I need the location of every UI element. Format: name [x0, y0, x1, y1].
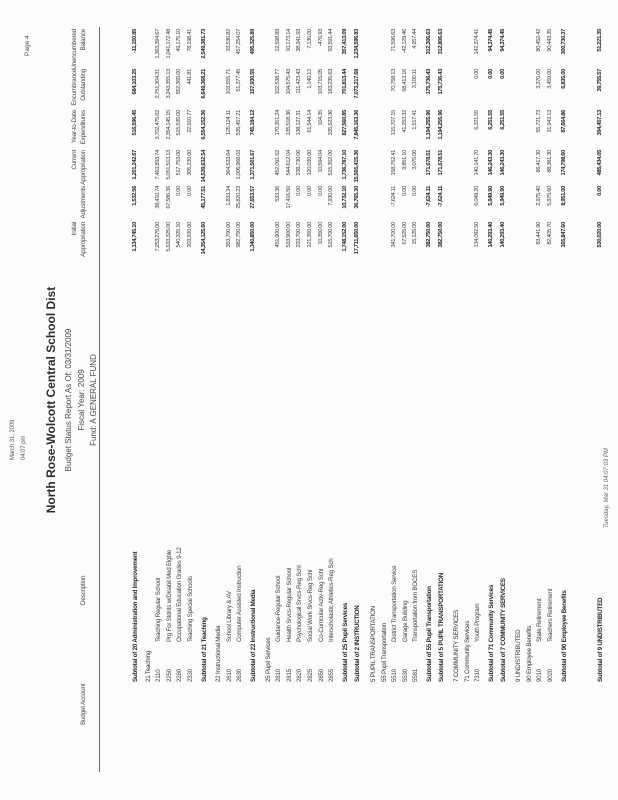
- section-label: 9 UNDISTRIBUTED: [515, 629, 523, 682]
- subtotal-label: Subtotal of 20 Administration and Improvement: [132, 551, 139, 682]
- section-label: 21 Teaching: [144, 650, 152, 682]
- subtotal-label: Subtotal of 71 Community Services: [488, 584, 495, 682]
- amount-cell: 357,413.09: [341, 29, 348, 55]
- budget-account-code: 2825: [307, 669, 314, 682]
- amount-cell: 3,702,475.62: [155, 110, 162, 140]
- amount-cell: 158,752.41: [391, 150, 398, 176]
- amount-cell: 3,459.00: [547, 69, 553, 89]
- amount-cell: 93,591.44: [328, 29, 335, 52]
- amount-cell: 61,544.14: [307, 110, 313, 133]
- amount-cell: 70,758.13: [391, 69, 398, 92]
- table-row: [438, 0, 447, 800]
- amount-cell: 78,198.41: [187, 29, 193, 52]
- table-row: [561, 0, 570, 800]
- amount-cell: 36,765.30: [354, 186, 361, 209]
- amount-cell: 67,586.36: [165, 186, 172, 209]
- budget-account-code: 9020: [547, 669, 554, 682]
- amount-cell: -7,624.11: [426, 186, 432, 208]
- account-description: School Library & AV: [225, 591, 233, 642]
- account-description: Teaching Special Schools: [187, 576, 194, 642]
- table-row: [536, 0, 545, 800]
- column-header-encumbrance-outstanding: Encumbrance: [71, 69, 78, 106]
- table-row: [426, 0, 435, 800]
- amount-cell: 0.00: [499, 69, 506, 79]
- column-header-initial-appropriation: Appropriation: [80, 222, 87, 257]
- amount-cell: 1,371,501.67: [250, 150, 256, 180]
- subtotal-label: Subtotal of 25 Pupil Services: [341, 602, 349, 682]
- budget-account-code: 7310: [474, 669, 482, 682]
- amount-cell: 51,221.35: [597, 29, 604, 52]
- table-row: [328, 0, 337, 800]
- amount-cell: -476.93: [317, 29, 324, 47]
- amount-cell: 157,930.55: [250, 69, 256, 95]
- amount-cell: 146,243.30: [488, 150, 494, 176]
- subtotal-label: Subtotal of 2 INSTRUCTION: [354, 605, 362, 682]
- amount-cell: 6,321.55: [474, 110, 481, 130]
- amount-cell: 55,721.73: [536, 110, 543, 133]
- amount-cell: 0.00: [412, 186, 419, 196]
- column-header-year-to-date-expenditures: Expenditures: [80, 110, 87, 145]
- amount-cell: 1,041,172.48: [165, 29, 172, 59]
- budget-account-code: 2280: [176, 669, 184, 682]
- amount-cell: 6,835.00: [560, 69, 567, 89]
- amount-cell: 103,715.05: [317, 69, 324, 95]
- amount-cell: 41,253.32: [401, 110, 408, 133]
- budget-account-code: 2815: [285, 669, 293, 682]
- column-header-budget-account: Budget Account: [80, 683, 87, 725]
- amount-cell: 17,711,650.00: [354, 222, 361, 255]
- amount-cell: 394,457.13: [597, 110, 604, 136]
- table-row: [215, 0, 224, 800]
- amount-cell: 452,091.62: [275, 150, 282, 176]
- amount-cell: 1,748,152.00: [341, 222, 348, 252]
- amount-cell: 25,820.23: [236, 186, 243, 209]
- budget-account-code: 2820: [296, 669, 304, 682]
- amount-cell: 382,750.00: [426, 222, 432, 248]
- amount-cell: 111,423.43: [296, 69, 303, 94]
- amount-cell: 27,653.57: [250, 186, 256, 209]
- table-row: [547, 0, 556, 800]
- amount-cell: 982,750.00: [236, 222, 243, 248]
- table-row: [488, 0, 497, 800]
- table-row: [318, 0, 327, 800]
- amount-cell: -11,150.85: [132, 29, 138, 53]
- amount-cell: -7,624.11: [437, 186, 444, 208]
- amount-cell: 0.00: [488, 69, 494, 79]
- table-row: [526, 0, 535, 800]
- amount-cell: 49,175.10: [176, 29, 183, 52]
- fiscal-year-line: Fiscal Year: 2009: [77, 369, 86, 431]
- amount-cell: 1,736,787.10: [341, 150, 348, 180]
- amount-cell: 1,201,242.67: [132, 150, 138, 180]
- amount-cell: 134,092.50: [474, 222, 481, 248]
- table-row: [275, 0, 284, 800]
- amount-cell: 535,457.21: [236, 110, 243, 136]
- table-row: [307, 0, 316, 800]
- amount-cell: 552,365.00: [176, 69, 183, 95]
- amount-cell: 7,136.00: [307, 29, 313, 49]
- section-label: 5 PUPIL TRANSPORTATION: [370, 605, 377, 682]
- subtotal-label: Subtotal of 21 Teaching: [200, 617, 208, 682]
- section-label: 22 Instructional Media: [215, 625, 223, 682]
- amount-cell: 0.00: [401, 186, 408, 196]
- amount-cell: -7,624.11: [391, 186, 398, 207]
- table-row: [500, 0, 509, 800]
- amount-cell: 5,949.90: [499, 186, 506, 206]
- budget-account-code: 2610: [225, 669, 233, 682]
- amount-cell: 140,293.40: [499, 222, 506, 248]
- account-description: Prg For Stdnts w/Disabil Med Elgble: [165, 549, 173, 642]
- budget-account-code: 5581: [412, 669, 420, 682]
- amount-cell: 115,707.15: [391, 110, 398, 136]
- amount-cell: 7,845,163.36: [354, 110, 361, 140]
- account-description: Teaching Regular School: [155, 577, 163, 642]
- account-description: State Retirement: [536, 598, 544, 642]
- amount-cell: 530,020.00: [597, 222, 604, 248]
- amount-cell: 71,596.63: [391, 29, 398, 52]
- table-row: [464, 0, 473, 800]
- column-header-description: Description: [80, 575, 87, 605]
- column-header-year-to-date-expenditures: Year-to-Date: [71, 110, 78, 144]
- section-label: 55 Pupil Transportation: [380, 622, 388, 682]
- amount-cell: 1,140.12: [307, 69, 313, 89]
- amount-cell: 0.00: [187, 186, 193, 196]
- amount-cell: 7,253,275.00: [155, 222, 162, 252]
- column-header-current-appropriation: Appropriation: [80, 150, 87, 185]
- amount-cell: 1,340,850.00: [250, 222, 256, 252]
- amount-cell: 10,350.00: [317, 222, 324, 245]
- budget-account-code: 2250: [165, 669, 173, 682]
- amount-cell: 86,417.30: [536, 150, 543, 173]
- amount-cell: 174,798.60: [560, 150, 567, 176]
- amount-cell: 9,851.10: [401, 150, 408, 170]
- amount-cell: 1,833.34: [225, 186, 232, 206]
- amount-cell: 68,413.16: [401, 69, 408, 92]
- table-row: [474, 0, 483, 800]
- account-description: Social Work Srvcs-Reg Schl: [307, 569, 314, 642]
- account-description: District Transportation Service: [391, 565, 399, 642]
- subtotal-label: Subtotal of 9 UNDISTRIBUTED: [597, 597, 605, 682]
- amount-cell: 8,951.00: [560, 186, 567, 206]
- budget-account-code: 2110: [155, 669, 163, 682]
- budget-account-code: 2810: [275, 669, 283, 682]
- amount-cell: 10,173.14: [285, 29, 292, 52]
- amount-cell: 6,554,152.36: [200, 110, 207, 140]
- amount-cell: 3,075.00: [412, 150, 419, 170]
- amount-cell: 12,598.89: [275, 29, 282, 52]
- account-description: Transportation from BOCES: [412, 569, 420, 642]
- budget-account-code: 9010: [536, 669, 544, 682]
- amount-cell: 121,350.00: [307, 222, 313, 248]
- amount-cell: 353,700.00: [225, 222, 232, 248]
- amount-cell: 544,612.04: [285, 150, 292, 176]
- amount-cell: 0.00: [597, 186, 604, 196]
- amount-cell: 515,535.00: [176, 110, 183, 136]
- table-row: [597, 0, 606, 800]
- section-label: 71 Community Services: [463, 620, 471, 682]
- amount-cell: 312,306.63: [426, 29, 432, 55]
- budget-account-code: 2630: [236, 669, 244, 682]
- amount-cell: 745,184.12: [250, 110, 256, 136]
- amount-cell: 39,755.57: [597, 69, 604, 92]
- amount-cell: 1,194,255.96: [437, 110, 444, 140]
- amount-cell: 233,700.00: [296, 222, 303, 248]
- amount-cell: 7,073,217.68: [354, 69, 361, 99]
- amount-cell: 10,732.10: [341, 186, 348, 209]
- amount-cell: 38,410.74: [155, 186, 162, 209]
- table-row: [515, 0, 524, 800]
- district-title: North Rose-Wolcott Central School Dist: [44, 286, 58, 514]
- table-row: [201, 0, 210, 800]
- amount-cell: 125,124.11: [225, 110, 232, 136]
- amount-cell: 2,549,381.73: [200, 29, 207, 59]
- amount-cell: 135,518.36: [285, 110, 292, 136]
- amount-cell: 1,532.56: [132, 186, 138, 206]
- account-description: Guidance-Regular School: [275, 575, 283, 642]
- amount-cell: 3,376.00: [536, 69, 543, 89]
- amount-cell: 364,533.64: [225, 150, 232, 176]
- amount-cell: 88,381.30: [547, 150, 553, 173]
- amount-cell: 701,813.44: [341, 69, 348, 95]
- table-row: [342, 0, 351, 800]
- amount-cell: 102,538.77: [275, 69, 282, 95]
- table-row: [132, 0, 141, 800]
- amount-cell: 104.35: [317, 110, 324, 126]
- report-name-line: Budget Status Report As Of: 03/31/2009: [64, 328, 73, 472]
- amount-cell: 171,678.51: [426, 150, 432, 176]
- amount-cell: 183,235.63: [328, 69, 335, 95]
- table-row: [145, 0, 154, 800]
- amount-cell: 1,134,745.10: [132, 222, 138, 252]
- amount-cell: 67,525.00: [401, 222, 408, 245]
- table-row: [453, 0, 462, 800]
- print-time-stamp: 04:07 pm: [21, 435, 27, 460]
- amount-cell: 305,230.00: [187, 150, 193, 176]
- amount-cell: -42,129.46: [401, 29, 408, 54]
- table-row: [166, 0, 175, 800]
- amount-cell: 6,251.55: [488, 110, 494, 130]
- section-label: 25 Pupil Services: [264, 637, 272, 682]
- amount-cell: 90,443.35: [547, 29, 553, 52]
- amount-cell: 312,806.63: [437, 29, 444, 55]
- amount-cell: 684,103.25: [132, 69, 138, 95]
- amount-cell: 142,374.41: [474, 29, 481, 55]
- column-header-initial-appropriation: Initial: [71, 222, 78, 236]
- amount-cell: 533,900.00: [285, 222, 292, 248]
- column-header-adjustments: Adjustments: [80, 186, 87, 219]
- amount-cell: 10,594.04: [317, 150, 324, 173]
- amount-cell: 6,049.20: [474, 186, 481, 206]
- table-row: [155, 0, 164, 800]
- amount-cell: 146,243.30: [499, 150, 506, 176]
- subtotal-label: Subtotal of 22 Instructional Media: [250, 589, 257, 682]
- amount-cell: 300,730.37: [560, 29, 567, 55]
- amount-cell: 140,141.70: [474, 150, 481, 176]
- table-row: [236, 0, 245, 800]
- section-label: 90 Employee Benefits: [525, 625, 533, 682]
- amount-cell: 15,565,415.36: [354, 150, 361, 183]
- amount-cell: 2,975.40: [536, 186, 543, 206]
- amount-cell: 22,910.77: [187, 110, 193, 133]
- amount-cell: 7,463,893.74: [155, 150, 162, 180]
- amount-cell: 6,649,368.21: [200, 69, 207, 99]
- amount-cell: 165,847.60: [560, 222, 567, 248]
- account-description: Interscholastic Athletics-Reg Sch: [328, 558, 336, 642]
- footer-timestamp: Tuesday, Mar 31 04:07:03 PM: [604, 448, 610, 528]
- subtotal-label: Subtotal of 90 Employee Benefits: [560, 590, 568, 682]
- amount-cell: 341,700.00: [391, 222, 398, 248]
- amount-cell: 0.00: [307, 186, 313, 196]
- amount-cell: 38,341.93: [296, 29, 303, 52]
- amount-cell: 457,254.07: [236, 29, 243, 55]
- amount-cell: 441.81: [187, 69, 193, 85]
- budget-account-code: 5510: [391, 669, 399, 682]
- budget-account-code: 2855: [328, 669, 336, 682]
- amount-cell: 4,957.44: [412, 29, 419, 49]
- amount-cell: 485,434.05: [597, 150, 604, 176]
- amount-cell: 17,416.50: [285, 186, 292, 209]
- amount-cell: 3,100.11: [412, 69, 419, 89]
- amount-cell: 5,949.90: [488, 186, 494, 206]
- subtotal-label: Subtotal of 5 PUPIL TRANSPORTATION: [437, 572, 445, 682]
- budget-account-code: 5530: [401, 669, 409, 682]
- table-row: [176, 0, 185, 800]
- amount-cell: 515,352.00: [328, 150, 335, 176]
- amount-cell: 540,325.10: [176, 222, 183, 248]
- amount-cell: 31,943.13: [547, 110, 553, 133]
- table-row: [354, 0, 363, 800]
- amount-cell: 3,243,355.13: [165, 69, 172, 99]
- amount-cell: 515,700.00: [328, 222, 335, 248]
- table-row: [286, 0, 295, 800]
- amount-cell: 103,555.71: [225, 69, 232, 95]
- page-number: Page 4: [24, 35, 31, 56]
- amount-cell: 1,234,596.83: [354, 29, 361, 59]
- account-description: Health Srvcs-Regular School: [285, 567, 293, 642]
- amount-cell: 1,194,255.96: [426, 110, 432, 140]
- amount-cell: 94,374.45: [488, 29, 494, 52]
- amount-cell: 33,536.82: [225, 29, 232, 52]
- amount-cell: 451,900.00: [275, 222, 282, 248]
- amount-cell: 171,678.51: [437, 150, 444, 176]
- amount-cell: 827,560.85: [341, 110, 348, 136]
- amount-cell: 175,736.43: [426, 69, 432, 95]
- header-rule: [99, 27, 100, 772]
- budget-account-code: 2330: [187, 669, 194, 682]
- subtotal-label: Subtotal of 55 Pupil Transportation: [426, 586, 433, 682]
- amount-cell: 2,354,145.15: [165, 110, 172, 140]
- amount-cell: 5,051,513.13: [165, 150, 172, 180]
- amount-cell: 335,523.36: [328, 110, 335, 136]
- table-row: [412, 0, 421, 800]
- account-description: Teachers Retirement: [547, 588, 554, 642]
- amount-cell: 382,750.00: [437, 222, 444, 248]
- subtotal-label: Subtotal of 7 COMMUNITY SERVICES: [499, 578, 507, 682]
- amount-cell: 5,633,325.00: [165, 222, 172, 252]
- amount-cell: 7,930.00: [328, 186, 335, 206]
- amount-cell: 1,363,394.67: [155, 29, 162, 59]
- table-row: [296, 0, 305, 800]
- print-date-stamp: March 31, 2009: [10, 419, 16, 460]
- account-description: Occupational Education Grades 9-12: [176, 547, 184, 642]
- table-row: [370, 0, 379, 800]
- table-row: [381, 0, 390, 800]
- amount-cell: 170,351.24: [275, 110, 282, 136]
- budget-account-code: 2850: [317, 669, 325, 682]
- amount-cell: 0.00: [474, 69, 481, 79]
- amount-cell: 80,452.42: [536, 29, 543, 52]
- table-row: [402, 0, 411, 800]
- amount-cell: 14,539,632.54: [200, 150, 207, 183]
- amount-cell: 1,517.41: [412, 110, 419, 130]
- account-description: Youth Program: [474, 603, 482, 642]
- amount-cell: 0.00: [296, 186, 303, 196]
- table-row: [226, 0, 235, 800]
- table-row: [391, 0, 400, 800]
- amount-cell: 517,753.00: [176, 150, 183, 176]
- table-row: [265, 0, 274, 800]
- column-header-current-appropriation: Current: [71, 150, 78, 170]
- amount-cell: 0.00: [176, 186, 183, 196]
- account-description: Co-Curricular Activ-Reg Schl: [317, 568, 325, 642]
- amount-cell: 516,596.45: [132, 110, 138, 136]
- amount-cell: 5,975.60: [547, 186, 553, 206]
- amount-cell: 138,127.31: [296, 110, 303, 136]
- amount-cell: 140,293.40: [488, 222, 494, 248]
- column-header-encumbrance-outstanding: Outstanding: [80, 69, 87, 101]
- amount-cell: 45,177.51: [200, 186, 207, 209]
- amount-cell: 14,354,125.60: [200, 222, 207, 255]
- column-header-unencumbered-balance: Balance: [80, 29, 87, 51]
- amount-cell: 533.36: [275, 186, 282, 202]
- amount-cell: 238,730.06: [296, 150, 303, 176]
- amount-cell: 6,251.55: [499, 110, 506, 130]
- amount-cell: 94,374.45: [499, 29, 506, 52]
- amount-cell: 15,125.00: [412, 222, 419, 245]
- amount-cell: 120,030.00: [307, 150, 313, 176]
- amount-cell: 51,377.45: [236, 69, 243, 92]
- account-description: Computer Assisted Instruction: [236, 565, 244, 642]
- account-description: Garage Building: [401, 600, 409, 642]
- amount-cell: 82,405.70: [547, 222, 553, 245]
- table-row: [250, 0, 259, 800]
- amount-cell: 104,575.43: [285, 69, 292, 95]
- amount-cell: 175,736.43: [437, 69, 444, 95]
- section-label: 7 COMMUNITY SERVICES: [453, 609, 461, 682]
- amount-cell: 83,441.90: [536, 222, 543, 245]
- fund-line: Fund: A GENERAL FUND: [89, 354, 98, 446]
- account-description: Psychological Srvcs-Reg Schl: [296, 565, 304, 642]
- amount-cell: 203,930.00: [187, 222, 193, 248]
- amount-cell: 2,751,304.31: [155, 69, 162, 99]
- amount-cell: 87,664.86: [560, 110, 567, 133]
- table-row: [187, 0, 196, 800]
- amount-cell: 495,325.89: [250, 29, 256, 55]
- amount-cell: 1,006,968.03: [236, 150, 243, 180]
- amount-cell: 0.00: [317, 186, 324, 196]
- column-header-unencumbered-balance: Unencumbered: [71, 29, 78, 70]
